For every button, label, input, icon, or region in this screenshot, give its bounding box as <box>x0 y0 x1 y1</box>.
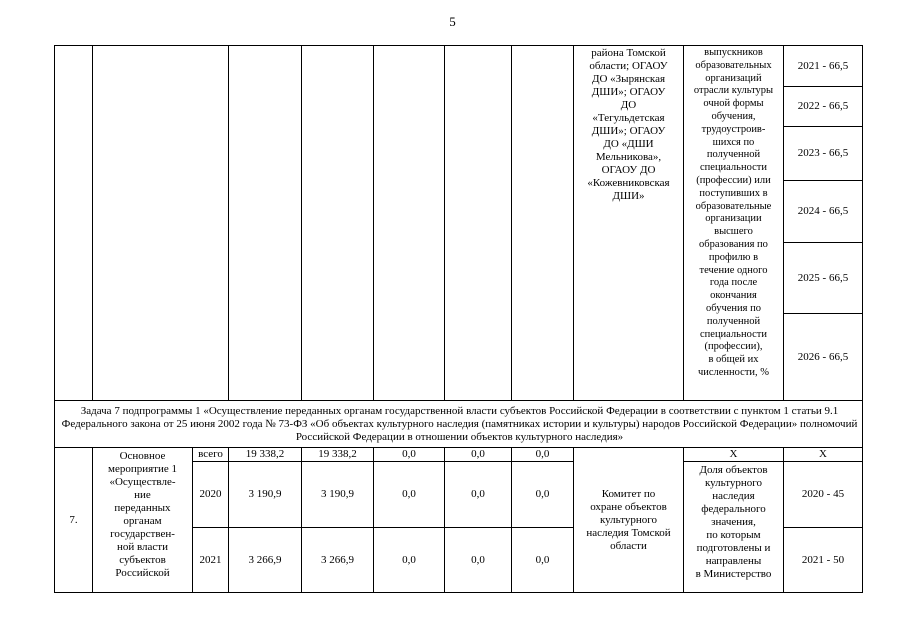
other-value: 0,0 <box>535 448 550 460</box>
year-value: 2025 - 66,5 <box>797 271 849 284</box>
local-value: 0,0 <box>471 488 485 500</box>
row-number: 7. <box>69 513 78 526</box>
other-value: 0,0 <box>535 488 550 500</box>
indicator-header-x: X <box>729 448 738 460</box>
year-value: 2024 - 66,5 <box>797 205 849 217</box>
task-heading: Задача 7 подпрограммы 1 «Осуществление переданных органам государственной власти субъектов Российской Федерации в соответствии с пунктом 1 статьи 9.1 Федерального закона от 25 июня 2002 года № 73-ФЗ «Об объектах культурного наследия (памятниках истории и культуры) народов Российской Федерации» полномочий Российской Федерации в отношении объектов культурного наследия» <box>61 404 858 443</box>
year-value: 2021 - 66,5 <box>797 59 849 72</box>
year-value: 2020 - 45 <box>801 488 845 500</box>
federal-value: 3 190,9 <box>321 488 354 500</box>
total-value: 3 190,9 <box>248 488 282 500</box>
indicator-cell-upper: выпускников образовательных организаций отрасли культуры очной формы обучения, трудоустроив- шихся по полученной специальности (профессии) или поступивших в образовательные организации высшего образования по профилю в течение одного года после окончания обучения по полученной специальности (профессии), в общей их численности, % <box>693 47 774 378</box>
page-number: 5 <box>449 14 456 29</box>
indicator-cell: Доля объектов культурного наследия федерального значения, по которым подготовлены и направлены в Министерство <box>695 464 772 580</box>
period-label: 2020 <box>199 488 222 500</box>
regional-value: 0,0 <box>402 553 416 566</box>
local-value: 0,0 <box>471 553 485 566</box>
executor-cell: Комитет по охране объектов культурного наследия Томской области <box>586 487 671 552</box>
year-value: 2023 - 66,5 <box>797 147 849 159</box>
event-name: Основное мероприятие 1 «Осуществле- ние переданных органам государствен- ной власти субъектов Российской <box>107 450 177 579</box>
regional-value: 0,0 <box>402 488 416 500</box>
year-value: 2022 - 66,5 <box>797 100 849 112</box>
year-value: 2021 - 50 <box>801 553 845 566</box>
total-value: 3 266,9 <box>248 553 282 566</box>
regional-value: 0,0 <box>402 448 416 460</box>
value-header-x: X <box>819 448 827 460</box>
other-value: 0,0 <box>535 553 550 566</box>
total-value: 19 338,2 <box>245 448 285 460</box>
federal-value: 3 266,9 <box>321 553 354 566</box>
executor-cell-upper: района Томской области; ОГАОУ ДО «Зырянская ДШИ»; ОГАОУ ДО «Тегульдетская ДШИ»; ОГАОУ ДО «ДШИ Мельникова», ОГАОУ ДО «Кожевниковская ДШИ» <box>587 47 670 202</box>
federal-value: 19 338,2 <box>318 448 357 460</box>
period-label: 2021 <box>199 553 222 566</box>
period-label: всего <box>198 448 223 460</box>
year-value: 2026 - 66,5 <box>797 350 849 363</box>
local-value: 0,0 <box>471 448 485 460</box>
